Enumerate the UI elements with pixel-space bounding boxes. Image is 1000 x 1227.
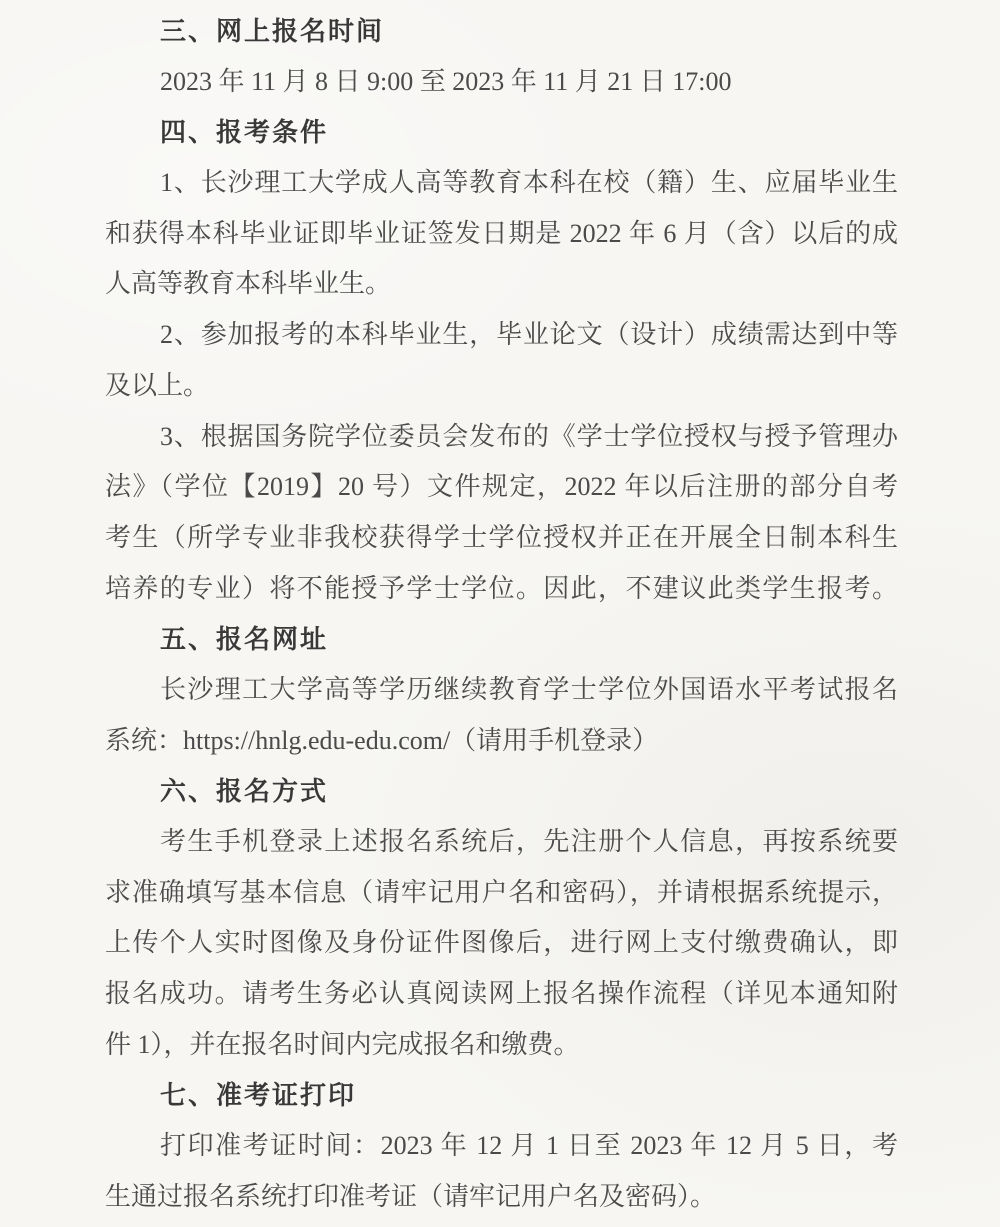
- text-line: 和获得本科毕业证即毕业证签发日期是 2022 年 6 月（含）以后的成: [105, 218, 898, 248]
- section-heading: 七、准考证打印: [160, 1080, 357, 1111]
- text-line: 报名成功。请考生务必认真阅读网上报名操作流程（详见本通知附: [105, 979, 898, 1009]
- text-line: 生通过报名系统打印准考证（请牢记用户名及密码）。: [105, 1181, 717, 1211]
- text-line: 1、长沙理工大学成人高等教育本科在校（籍）生、应届毕业生: [160, 168, 898, 198]
- text-line: 考生（所学专业非我校获得学士学位授权并正在开展全日制本科生: [105, 522, 898, 552]
- text-line: 2023 年 11 月 8 日 9:00 至 2023 年 11 月 21 日 17:00: [160, 66, 732, 96]
- section-heading: 四、报考条件: [160, 117, 329, 148]
- text-line: 系统：https://hnlg.edu-edu.com/（请用手机登录）: [105, 725, 659, 755]
- text-line: 打印准考证时间：2023 年 12 月 1 日至 2023 年 12 月 5 日，考: [160, 1131, 898, 1161]
- section-heading: 三、网上报名时间: [160, 16, 385, 46]
- text-line: 人高等教育本科毕业生。: [105, 269, 392, 299]
- text-line: 及以上。: [105, 370, 210, 400]
- text-line: 培养的专业）将不能授予学士学位。因此，不建议此类学生报考。: [105, 573, 898, 603]
- text-line: 法》（学位【2019】20 号）文件规定，2022 年以后注册的部分自考: [105, 472, 898, 502]
- text-line: 长沙理工大学高等学历继续教育学士学位外国语水平考试报名: [160, 674, 898, 704]
- text-line: 考生手机登录上述报名系统后，先注册个人信息，再按系统要: [160, 827, 898, 856]
- text-line: 求准确填写基本信息（请牢记用户名和密码），并请根据系统提示，: [105, 877, 898, 907]
- text-line: 3、根据国务院学位委员会发布的《学士学位授权与授予管理办: [160, 421, 898, 451]
- section-heading: 六、报名方式: [160, 776, 329, 807]
- text-line: 2、参加报考的本科毕业生，毕业论文（设计）成绩需达到中等: [160, 320, 898, 350]
- document-body: [105, 6, 898, 1223]
- text-line: 件 1），并在报名时间内完成报名和缴费。: [105, 1029, 580, 1059]
- text-line: 上传个人实时图像及身份证件图像后，进行网上支付缴费确认，即: [105, 928, 898, 958]
- section-heading: 五、报名网址: [160, 624, 329, 655]
